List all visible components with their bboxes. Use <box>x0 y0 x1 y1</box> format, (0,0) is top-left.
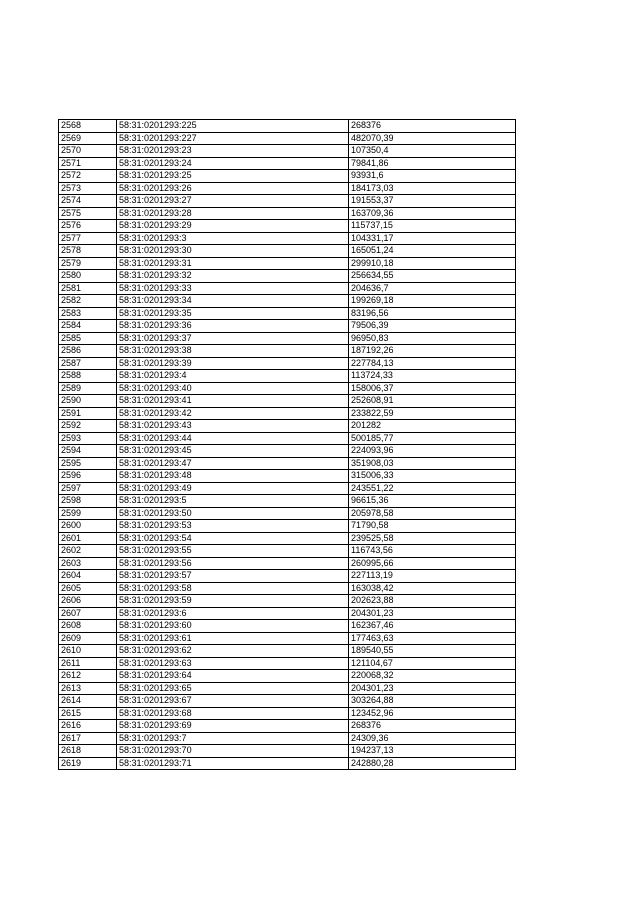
table-row <box>59 357 516 370</box>
cadastral-number-cell: 58:31:0201293:28 <box>117 207 349 220</box>
table-row <box>59 595 516 608</box>
cadastral-number-cell: 58:31:0201293:67 <box>117 695 349 708</box>
table-row <box>59 757 516 770</box>
table-row <box>59 495 516 508</box>
table-row <box>59 145 516 158</box>
row-number-cell: 2575 <box>59 207 117 220</box>
cadastral-number-cell: 58:31:0201293:55 <box>117 545 349 558</box>
cadastral-number-cell: 58:31:0201293:68 <box>117 707 349 720</box>
row-number-cell: 2594 <box>59 445 117 458</box>
value-cell: 177463,63 <box>349 632 516 645</box>
table-row <box>59 720 516 733</box>
cadastral-number-cell: 58:31:0201293:71 <box>117 757 349 770</box>
cadastral-number-cell: 58:31:0201293:49 <box>117 482 349 495</box>
cadastral-number-cell: 58:31:0201293:57 <box>117 570 349 583</box>
row-number-cell: 2571 <box>59 157 117 170</box>
value-cell: 202623,88 <box>349 595 516 608</box>
row-number-cell: 2584 <box>59 320 117 333</box>
value-cell: 83196,56 <box>349 307 516 320</box>
cadastral-number-cell: 58:31:0201293:34 <box>117 295 349 308</box>
value-cell: 299910,18 <box>349 257 516 270</box>
table-row <box>59 732 516 745</box>
table-row <box>59 607 516 620</box>
row-number-cell: 2578 <box>59 245 117 258</box>
table-row <box>59 320 516 333</box>
value-cell: 204301,23 <box>349 682 516 695</box>
row-number-cell: 2598 <box>59 495 117 508</box>
value-cell: 123452,96 <box>349 707 516 720</box>
table-row <box>59 132 516 145</box>
table-row <box>59 345 516 358</box>
row-number-cell: 2596 <box>59 470 117 483</box>
cadastral-number-cell: 58:31:0201293:27 <box>117 195 349 208</box>
row-number-cell: 2593 <box>59 432 117 445</box>
row-number-cell: 2568 <box>59 120 117 133</box>
value-cell: 201282 <box>349 420 516 433</box>
row-number-cell: 2610 <box>59 645 117 658</box>
row-number-cell: 2580 <box>59 270 117 283</box>
row-number-cell: 2607 <box>59 607 117 620</box>
value-cell: 220068,32 <box>349 670 516 683</box>
row-number-cell: 2585 <box>59 332 117 345</box>
cadastral-number-cell: 58:31:0201293:38 <box>117 345 349 358</box>
table-row <box>59 295 516 308</box>
value-cell: 252608,91 <box>349 395 516 408</box>
cadastral-number-cell: 58:31:0201293:35 <box>117 307 349 320</box>
table-row <box>59 520 516 533</box>
row-number-cell: 2582 <box>59 295 117 308</box>
table-row <box>59 432 516 445</box>
table-row <box>59 157 516 170</box>
table-row <box>59 395 516 408</box>
cadastral-number-cell: 58:31:0201293:29 <box>117 220 349 233</box>
value-cell: 96950,83 <box>349 332 516 345</box>
cadastral-number-cell: 58:31:0201293:69 <box>117 720 349 733</box>
row-number-cell: 2616 <box>59 720 117 733</box>
table-row <box>59 557 516 570</box>
row-number-cell: 2573 <box>59 182 117 195</box>
value-cell: 115737,15 <box>349 220 516 233</box>
table-row <box>59 632 516 645</box>
table-row <box>59 195 516 208</box>
value-cell: 227784,13 <box>349 357 516 370</box>
value-cell: 79841,86 <box>349 157 516 170</box>
value-cell: 243551,22 <box>349 482 516 495</box>
cadastral-number-cell: 58:31:0201293:33 <box>117 282 349 295</box>
table-row <box>59 382 516 395</box>
cadastral-number-cell: 58:31:0201293:23 <box>117 145 349 158</box>
table-row <box>59 470 516 483</box>
table-row <box>59 282 516 295</box>
row-number-cell: 2572 <box>59 170 117 183</box>
table-row <box>59 645 516 658</box>
value-cell: 93931,6 <box>349 170 516 183</box>
row-number-cell: 2603 <box>59 557 117 570</box>
table-row <box>59 532 516 545</box>
value-cell: 260995,66 <box>349 557 516 570</box>
row-number-cell: 2592 <box>59 420 117 433</box>
table-row <box>59 370 516 383</box>
cadastral-number-cell: 58:31:0201293:64 <box>117 670 349 683</box>
value-cell: 303264,88 <box>349 695 516 708</box>
row-number-cell: 2579 <box>59 257 117 270</box>
row-number-cell: 2606 <box>59 595 117 608</box>
table-row <box>59 245 516 258</box>
value-cell: 268376 <box>349 720 516 733</box>
value-cell: 121104,67 <box>349 657 516 670</box>
cadastral-number-cell: 58:31:0201293:42 <box>117 407 349 420</box>
row-number-cell: 2601 <box>59 532 117 545</box>
row-number-cell: 2614 <box>59 695 117 708</box>
value-cell: 227113,19 <box>349 570 516 583</box>
row-number-cell: 2570 <box>59 145 117 158</box>
row-number-cell: 2569 <box>59 132 117 145</box>
cadastral-number-cell: 58:31:0201293:37 <box>117 332 349 345</box>
table-body <box>59 120 516 770</box>
table-row <box>59 657 516 670</box>
cadastral-number-cell: 58:31:0201293:4 <box>117 370 349 383</box>
table-row <box>59 482 516 495</box>
row-number-cell: 2581 <box>59 282 117 295</box>
cadastral-number-cell: 58:31:0201293:5 <box>117 495 349 508</box>
cadastral-number-cell: 58:31:0201293:59 <box>117 595 349 608</box>
value-cell: 184173,03 <box>349 182 516 195</box>
cadastral-number-cell: 58:31:0201293:24 <box>117 157 349 170</box>
row-number-cell: 2577 <box>59 232 117 245</box>
cadastral-number-cell: 58:31:0201293:50 <box>117 507 349 520</box>
row-number-cell: 2583 <box>59 307 117 320</box>
cadastral-number-cell: 58:31:0201293:58 <box>117 582 349 595</box>
table-row <box>59 270 516 283</box>
value-cell: 104331,17 <box>349 232 516 245</box>
value-cell: 268376 <box>349 120 516 133</box>
value-cell: 204636,7 <box>349 282 516 295</box>
cadastral-number-cell: 58:31:0201293:6 <box>117 607 349 620</box>
table-row <box>59 695 516 708</box>
cadastral-number-cell: 58:31:0201293:53 <box>117 520 349 533</box>
row-number-cell: 2618 <box>59 745 117 758</box>
cadastral-number-cell: 58:31:0201293:39 <box>117 357 349 370</box>
table-row <box>59 257 516 270</box>
row-number-cell: 2611 <box>59 657 117 670</box>
cadastral-number-cell: 58:31:0201293:60 <box>117 620 349 633</box>
table-row <box>59 182 516 195</box>
row-number-cell: 2604 <box>59 570 117 583</box>
cadastral-number-cell: 58:31:0201293:7 <box>117 732 349 745</box>
table-row <box>59 745 516 758</box>
value-cell: 187192,26 <box>349 345 516 358</box>
row-number-cell: 2576 <box>59 220 117 233</box>
row-number-cell: 2602 <box>59 545 117 558</box>
cadastral-number-cell: 58:31:0201293:40 <box>117 382 349 395</box>
cadastral-number-cell: 58:31:0201293:44 <box>117 432 349 445</box>
value-cell: 204301,23 <box>349 607 516 620</box>
cadastral-number-cell: 58:31:0201293:25 <box>117 170 349 183</box>
row-number-cell: 2589 <box>59 382 117 395</box>
cadastral-number-cell: 58:31:0201293:70 <box>117 745 349 758</box>
table-row <box>59 207 516 220</box>
cadastral-number-cell: 58:31:0201293:32 <box>117 270 349 283</box>
table-row <box>59 232 516 245</box>
value-cell: 113724,33 <box>349 370 516 383</box>
value-cell: 165051,24 <box>349 245 516 258</box>
row-number-cell: 2590 <box>59 395 117 408</box>
cadastral-number-cell: 58:31:0201293:63 <box>117 657 349 670</box>
cadastral-number-cell: 58:31:0201293:3 <box>117 232 349 245</box>
value-cell: 191553,37 <box>349 195 516 208</box>
value-cell: 482070,39 <box>349 132 516 145</box>
value-cell: 500185,77 <box>349 432 516 445</box>
row-number-cell: 2595 <box>59 457 117 470</box>
row-number-cell: 2599 <box>59 507 117 520</box>
value-cell: 194237,13 <box>349 745 516 758</box>
cadastral-number-cell: 58:31:0201293:43 <box>117 420 349 433</box>
table-row <box>59 570 516 583</box>
row-number-cell: 2619 <box>59 757 117 770</box>
table-row <box>59 620 516 633</box>
cadastral-number-cell: 58:31:0201293:41 <box>117 395 349 408</box>
data-table <box>58 119 516 770</box>
cadastral-number-cell: 58:31:0201293:61 <box>117 632 349 645</box>
table-row <box>59 120 516 133</box>
cadastral-number-cell: 58:31:0201293:47 <box>117 457 349 470</box>
table-row <box>59 507 516 520</box>
row-number-cell: 2600 <box>59 520 117 533</box>
value-cell: 116743,56 <box>349 545 516 558</box>
row-number-cell: 2617 <box>59 732 117 745</box>
table-row <box>59 170 516 183</box>
row-number-cell: 2605 <box>59 582 117 595</box>
value-cell: 71790,58 <box>349 520 516 533</box>
table-row <box>59 670 516 683</box>
value-cell: 79506,39 <box>349 320 516 333</box>
cadastral-number-cell: 58:31:0201293:30 <box>117 245 349 258</box>
cadastral-number-cell: 58:31:0201293:31 <box>117 257 349 270</box>
value-cell: 24309,36 <box>349 732 516 745</box>
value-cell: 256634,55 <box>349 270 516 283</box>
value-cell: 205978,58 <box>349 507 516 520</box>
table-row <box>59 457 516 470</box>
table-row <box>59 582 516 595</box>
value-cell: 239525,58 <box>349 532 516 545</box>
value-cell: 242880,28 <box>349 757 516 770</box>
cadastral-number-cell: 58:31:0201293:56 <box>117 557 349 570</box>
cadastral-number-cell: 58:31:0201293:62 <box>117 645 349 658</box>
value-cell: 315006,33 <box>349 470 516 483</box>
table-row <box>59 445 516 458</box>
row-number-cell: 2586 <box>59 345 117 358</box>
table-row <box>59 220 516 233</box>
value-cell: 233822,59 <box>349 407 516 420</box>
value-cell: 199269,18 <box>349 295 516 308</box>
row-number-cell: 2588 <box>59 370 117 383</box>
cadastral-number-cell: 58:31:0201293:225 <box>117 120 349 133</box>
value-cell: 163038,42 <box>349 582 516 595</box>
row-number-cell: 2574 <box>59 195 117 208</box>
row-number-cell: 2597 <box>59 482 117 495</box>
cadastral-number-cell: 58:31:0201293:48 <box>117 470 349 483</box>
row-number-cell: 2591 <box>59 407 117 420</box>
table-row <box>59 407 516 420</box>
table-row <box>59 307 516 320</box>
value-cell: 107350,4 <box>349 145 516 158</box>
table-row <box>59 682 516 695</box>
row-number-cell: 2612 <box>59 670 117 683</box>
row-number-cell: 2613 <box>59 682 117 695</box>
cadastral-number-cell: 58:31:0201293:65 <box>117 682 349 695</box>
value-cell: 162367,46 <box>349 620 516 633</box>
table-row <box>59 332 516 345</box>
row-number-cell: 2615 <box>59 707 117 720</box>
value-cell: 351908,03 <box>349 457 516 470</box>
cadastral-number-cell: 58:31:0201293:54 <box>117 532 349 545</box>
row-number-cell: 2609 <box>59 632 117 645</box>
value-cell: 224093,96 <box>349 445 516 458</box>
value-cell: 96615,36 <box>349 495 516 508</box>
cadastral-number-cell: 58:31:0201293:36 <box>117 320 349 333</box>
row-number-cell: 2608 <box>59 620 117 633</box>
value-cell: 158006,37 <box>349 382 516 395</box>
row-number-cell: 2587 <box>59 357 117 370</box>
cadastral-number-cell: 58:31:0201293:227 <box>117 132 349 145</box>
table-row <box>59 707 516 720</box>
cadastral-number-cell: 58:31:0201293:45 <box>117 445 349 458</box>
value-cell: 163709,36 <box>349 207 516 220</box>
cadastral-number-cell: 58:31:0201293:26 <box>117 182 349 195</box>
value-cell: 189540,55 <box>349 645 516 658</box>
table-row <box>59 545 516 558</box>
table-row <box>59 420 516 433</box>
